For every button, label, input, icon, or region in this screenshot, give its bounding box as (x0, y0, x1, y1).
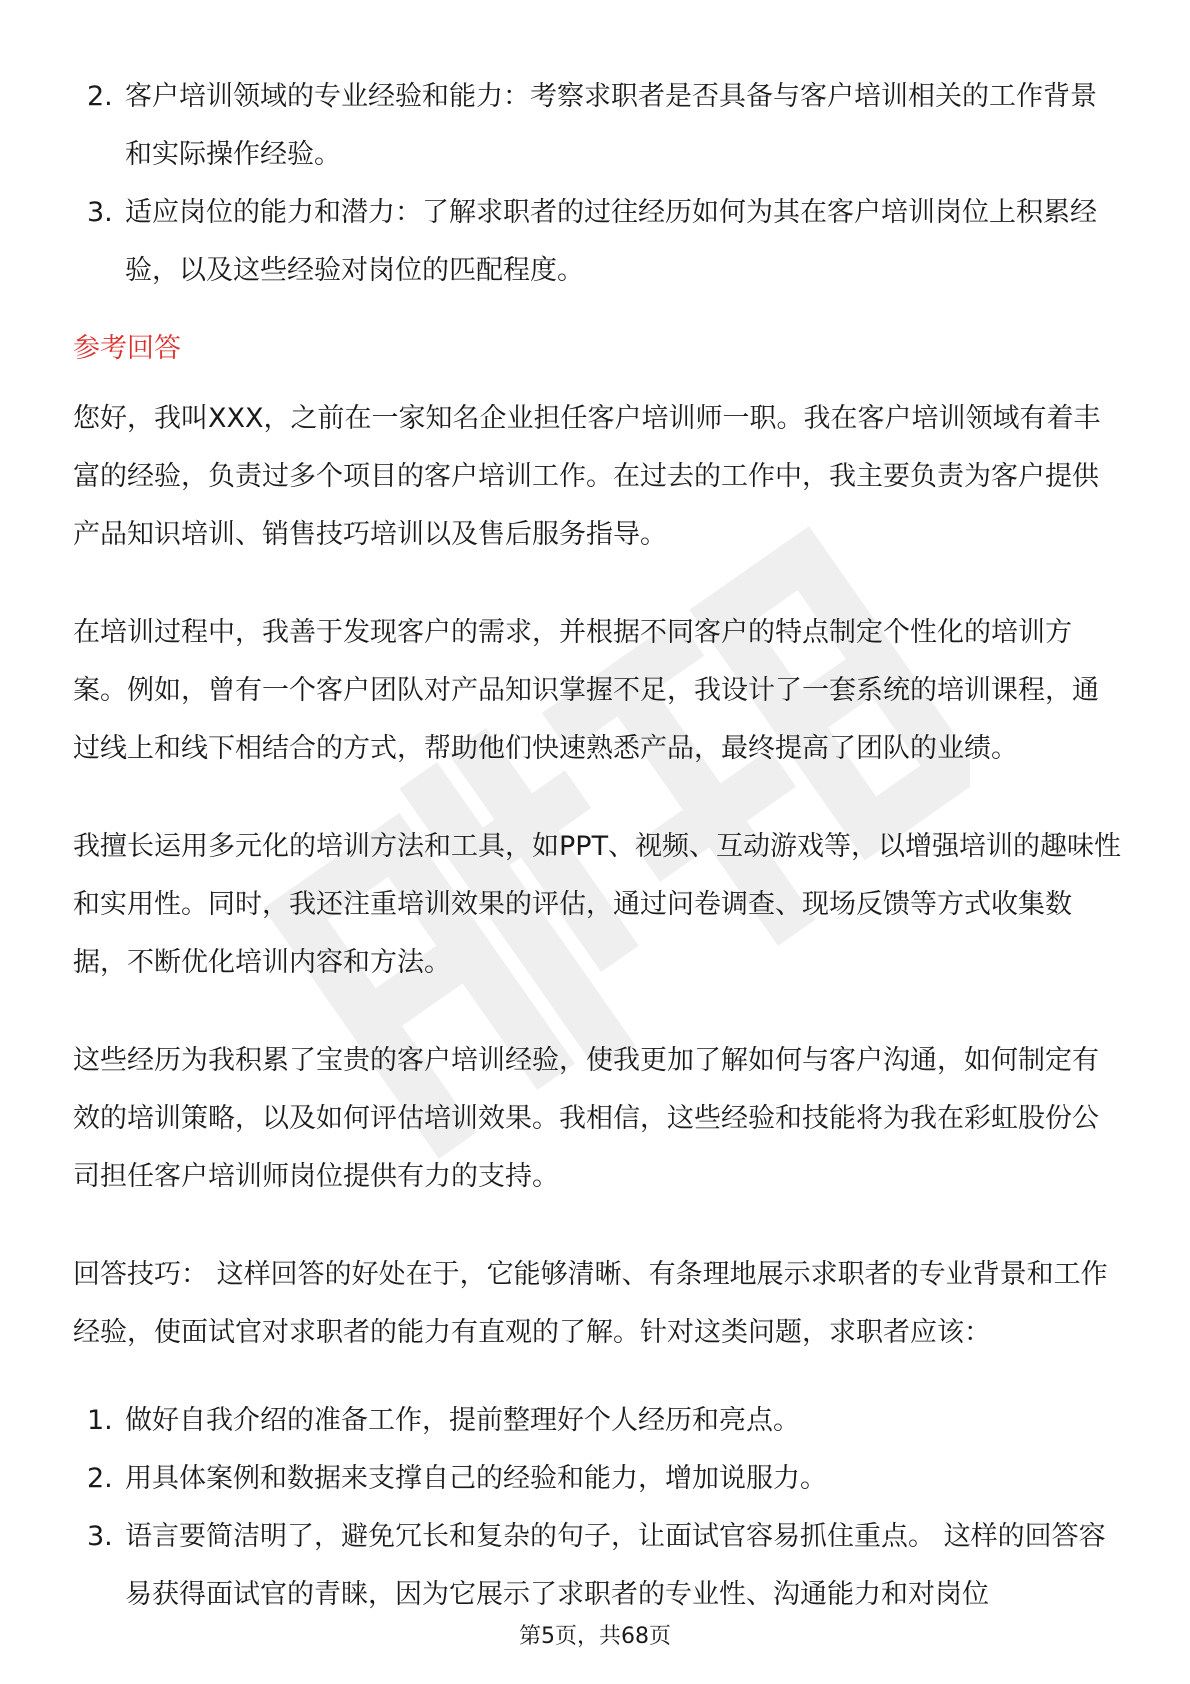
list-number: 2. (87, 81, 113, 112)
list-item (73, 1450, 1123, 1508)
list-item (73, 68, 1123, 184)
list-text: 客户培训领域的专业经验和能力：考察求职者是否具备与客户培训相关的工作背景和实际操作经验。 (125, 81, 1097, 170)
document-body (73, 68, 1123, 1624)
list-number: 3. (87, 1521, 113, 1552)
answer-paragraph: 您好，我叫XXX，之前在一家知名企业担任客户培训师一职。我在客户培训领域有着丰富的经验，负责过多个项目的客户培训工作。在过去的工作中，我主要负责为客户提供产品知识培训、销售技巧培训以及售后服务指导。 (73, 403, 1101, 550)
tips-paragraph: 回答技巧： 这样回答的好处在于，它能够清晰、有条理地展示求职者的专业背景和工作经验，使面试官对求职者的能力有直观的了解。针对这类问题，求职者应该： (73, 1259, 1108, 1348)
list-text: 做好自我介绍的准备工作，提前整理好个人经历和亮点。 (125, 1405, 800, 1436)
section-heading: 参考回答 (73, 333, 181, 364)
list-number: 3. (87, 197, 113, 228)
answer-paragraph: 这些经历为我积累了宝贵的客户培训经验，使我更加了解如何与客户沟通，如何制定有效的培训策略，以及如何评估培训效果。我相信，这些经验和技能将为我在彩虹股份公司担任客户培训师岗位提供有力的支持。 (73, 1045, 1099, 1192)
list-text: 语言要简洁明了，避免冗长和复杂的句子，让面试官容易抓住重点。 这样的回答容易获得面试官的青睐，因为它展示了求职者的专业性、沟通能力和对岗位 (125, 1521, 1106, 1610)
answer-paragraph: 我擅长运用多元化的培训方法和工具，如PPT、视频、互动游戏等，以增强培训的趣味性和实用性。同时，我还注重培训效果的评估，通过问卷调查、现场反馈等方式收集数据，不断优化培训内容和方法。 (73, 831, 1122, 978)
criteria-list (73, 68, 1123, 300)
tips-list (73, 1392, 1123, 1624)
list-number: 2. (87, 1463, 113, 1494)
page-number: 第5页，共68页 (519, 1624, 671, 1649)
list-text: 适应岗位的能力和潜力：了解求职者的过往经历如何为其在客户培训岗位上积累经验，以及这些经验对岗位的匹配程度。 (125, 197, 1097, 286)
list-number: 1. (87, 1405, 113, 1436)
list-text: 用具体案例和数据来支撑自己的经验和能力，增加说服力。 (125, 1463, 827, 1494)
answer-paragraph: 在培训过程中，我善于发现客户的需求，并根据不同客户的特点制定个性化的培训方案。例如，曾有一个客户团队对产品知识掌握不足，我设计了一套系统的培训课程，通过线上和线下相结合的方式，帮助他们快速熟悉产品，最终提高了团队的业绩。 (73, 617, 1099, 764)
list-item (73, 1508, 1123, 1624)
list-item (73, 184, 1123, 300)
list-item (73, 1392, 1123, 1450)
